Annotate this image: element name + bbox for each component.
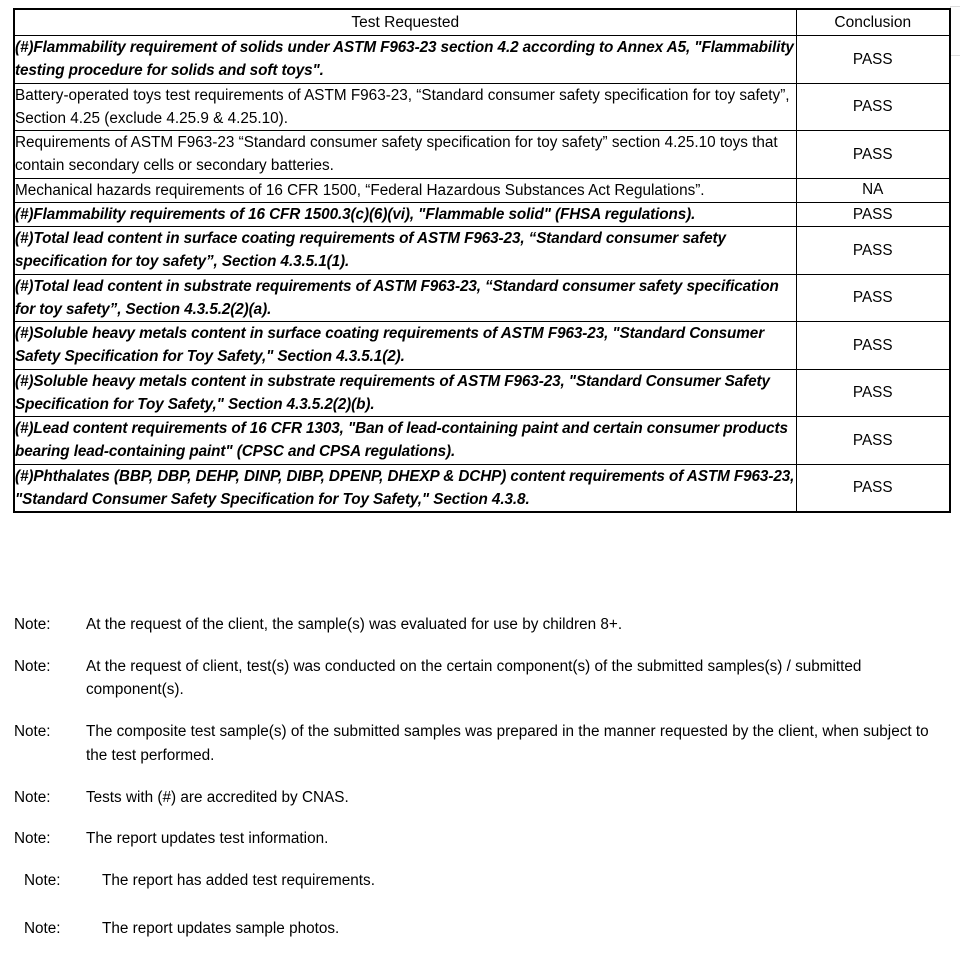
cell-conclusion: PASS	[796, 202, 950, 226]
table-row	[14, 274, 950, 322]
cell-test-requested: Battery-operated toys test requirements of ASTM F963-23, “Standard consumer safety specification for toy safety”, Section 4.25 (exclude 4.25.9 & 4.25.10).	[14, 83, 796, 131]
cell-test-requested: (#)Lead content requirements of 16 CFR 1303, "Ban of lead-containing paint and certain consumer products bearing lead-containing paint" (CPSC and CPSA regulations).	[14, 417, 796, 465]
note-label: Note:	[24, 871, 61, 889]
note-text: At the request of client, test(s) was conducted on the certain component(s) of the submitted samples(s) / submitted component(s).	[86, 657, 862, 699]
note-text: The report updates sample photos.	[102, 919, 340, 937]
table-header	[14, 9, 950, 36]
note-label: Note:	[14, 657, 51, 675]
table-row	[14, 322, 950, 370]
note-item	[0, 786, 962, 810]
note-item	[0, 917, 962, 941]
cell-test-requested: (#)Soluble heavy metals content in substrate requirements of ASTM F963-23, "Standard Consumer Safety Specification for Toy Safety," Section 4.3.5.2(2)(b).	[14, 369, 796, 417]
test-results-table-container	[13, 8, 949, 513]
cell-conclusion: PASS	[796, 464, 950, 512]
note-text: At the request of the client, the sample(s) was evaluated for use by children 8+.	[86, 616, 623, 633]
column-header-test-requested: Test Requested	[14, 9, 796, 36]
note-text: The report updates test information.	[86, 830, 329, 848]
cell-test-requested: (#)Total lead content in substrate requirements of ASTM F963-23, “Standard consumer safety specification for toy safety”, Section 4.3.5.2(2)(a).	[14, 274, 796, 322]
note-text: Tests with (#) are accredited by CNAS.	[86, 788, 349, 806]
table-row	[14, 464, 950, 512]
cell-test-requested: (#)Soluble heavy metals content in surface coating requirements of ASTM F963-23, "Standard Consumer Safety Specification for Toy Safety," Section 4.3.5.1(2).	[14, 322, 796, 370]
column-header-conclusion: Conclusion	[796, 9, 950, 36]
note-label: Note:	[14, 830, 51, 848]
note-label: Note:	[14, 788, 51, 806]
table-row	[14, 227, 950, 275]
table-row	[14, 131, 950, 179]
cell-test-requested: (#)Flammability requirements of 16 CFR 1500.3(c)(6)(vi), "Flammable solid" (FHSA regulations).	[14, 202, 796, 226]
note-label: Note:	[14, 616, 51, 633]
cell-conclusion: PASS	[796, 274, 950, 322]
cell-conclusion: PASS	[796, 369, 950, 417]
table-body	[14, 36, 950, 513]
note-label: Note:	[14, 723, 51, 741]
table-row	[14, 83, 950, 131]
table-row	[14, 369, 950, 417]
note-item	[0, 655, 962, 702]
cell-conclusion: PASS	[796, 83, 950, 131]
cell-conclusion: NA	[796, 178, 950, 202]
table-row	[14, 417, 950, 465]
note-item	[0, 869, 962, 893]
cell-test-requested: (#)Flammability requirement of solids under ASTM F963-23 section 4.2 according to Annex A5, "Flammability testing procedure for solids and soft toys".	[14, 36, 796, 84]
table-row	[14, 178, 950, 202]
cell-test-requested: (#)Phthalates (BBP, DBP, DEHP, DINP, DIBP, DPENP, DHEXP & DCHP) content requirements of ASTM F963-23, "Standard Consumer Safety Specification for Toy Safety," Section 4.3.8.	[14, 464, 796, 512]
page-edge-artifact	[950, 6, 960, 56]
note-item	[0, 827, 962, 851]
table-row	[14, 202, 950, 226]
cell-conclusion: PASS	[796, 417, 950, 465]
note-text: The composite test sample(s) of the submitted samples was prepared in the manner requested by the client, when subject to the test performed.	[86, 723, 929, 764]
note-label: Note:	[24, 919, 61, 937]
cell-test-requested: Requirements of ASTM F963-23 “Standard consumer safety specification for toy safety” section 4.25.10 toys that contain secondary cells or secondary batteries.	[14, 131, 796, 179]
note-text: The report has added test requirements.	[102, 871, 375, 889]
cell-conclusion: PASS	[796, 322, 950, 370]
cell-conclusion: PASS	[796, 227, 950, 275]
cell-conclusion: PASS	[796, 36, 950, 84]
cell-test-requested: (#)Total lead content in surface coating requirements of ASTM F963-23, “Standard consumer safety specification for toy safety”, Section 4.3.5.1(1).	[14, 227, 796, 275]
table-header-row	[14, 9, 950, 36]
note-item	[0, 720, 962, 767]
test-results-table	[13, 8, 951, 513]
cell-test-requested: Mechanical hazards requirements of 16 CFR 1500, “Federal Hazardous Substances Act Regulations”.	[14, 178, 796, 202]
notes-section	[0, 613, 962, 964]
cell-conclusion: PASS	[796, 131, 950, 179]
note-item	[0, 613, 962, 637]
table-row	[14, 36, 950, 84]
